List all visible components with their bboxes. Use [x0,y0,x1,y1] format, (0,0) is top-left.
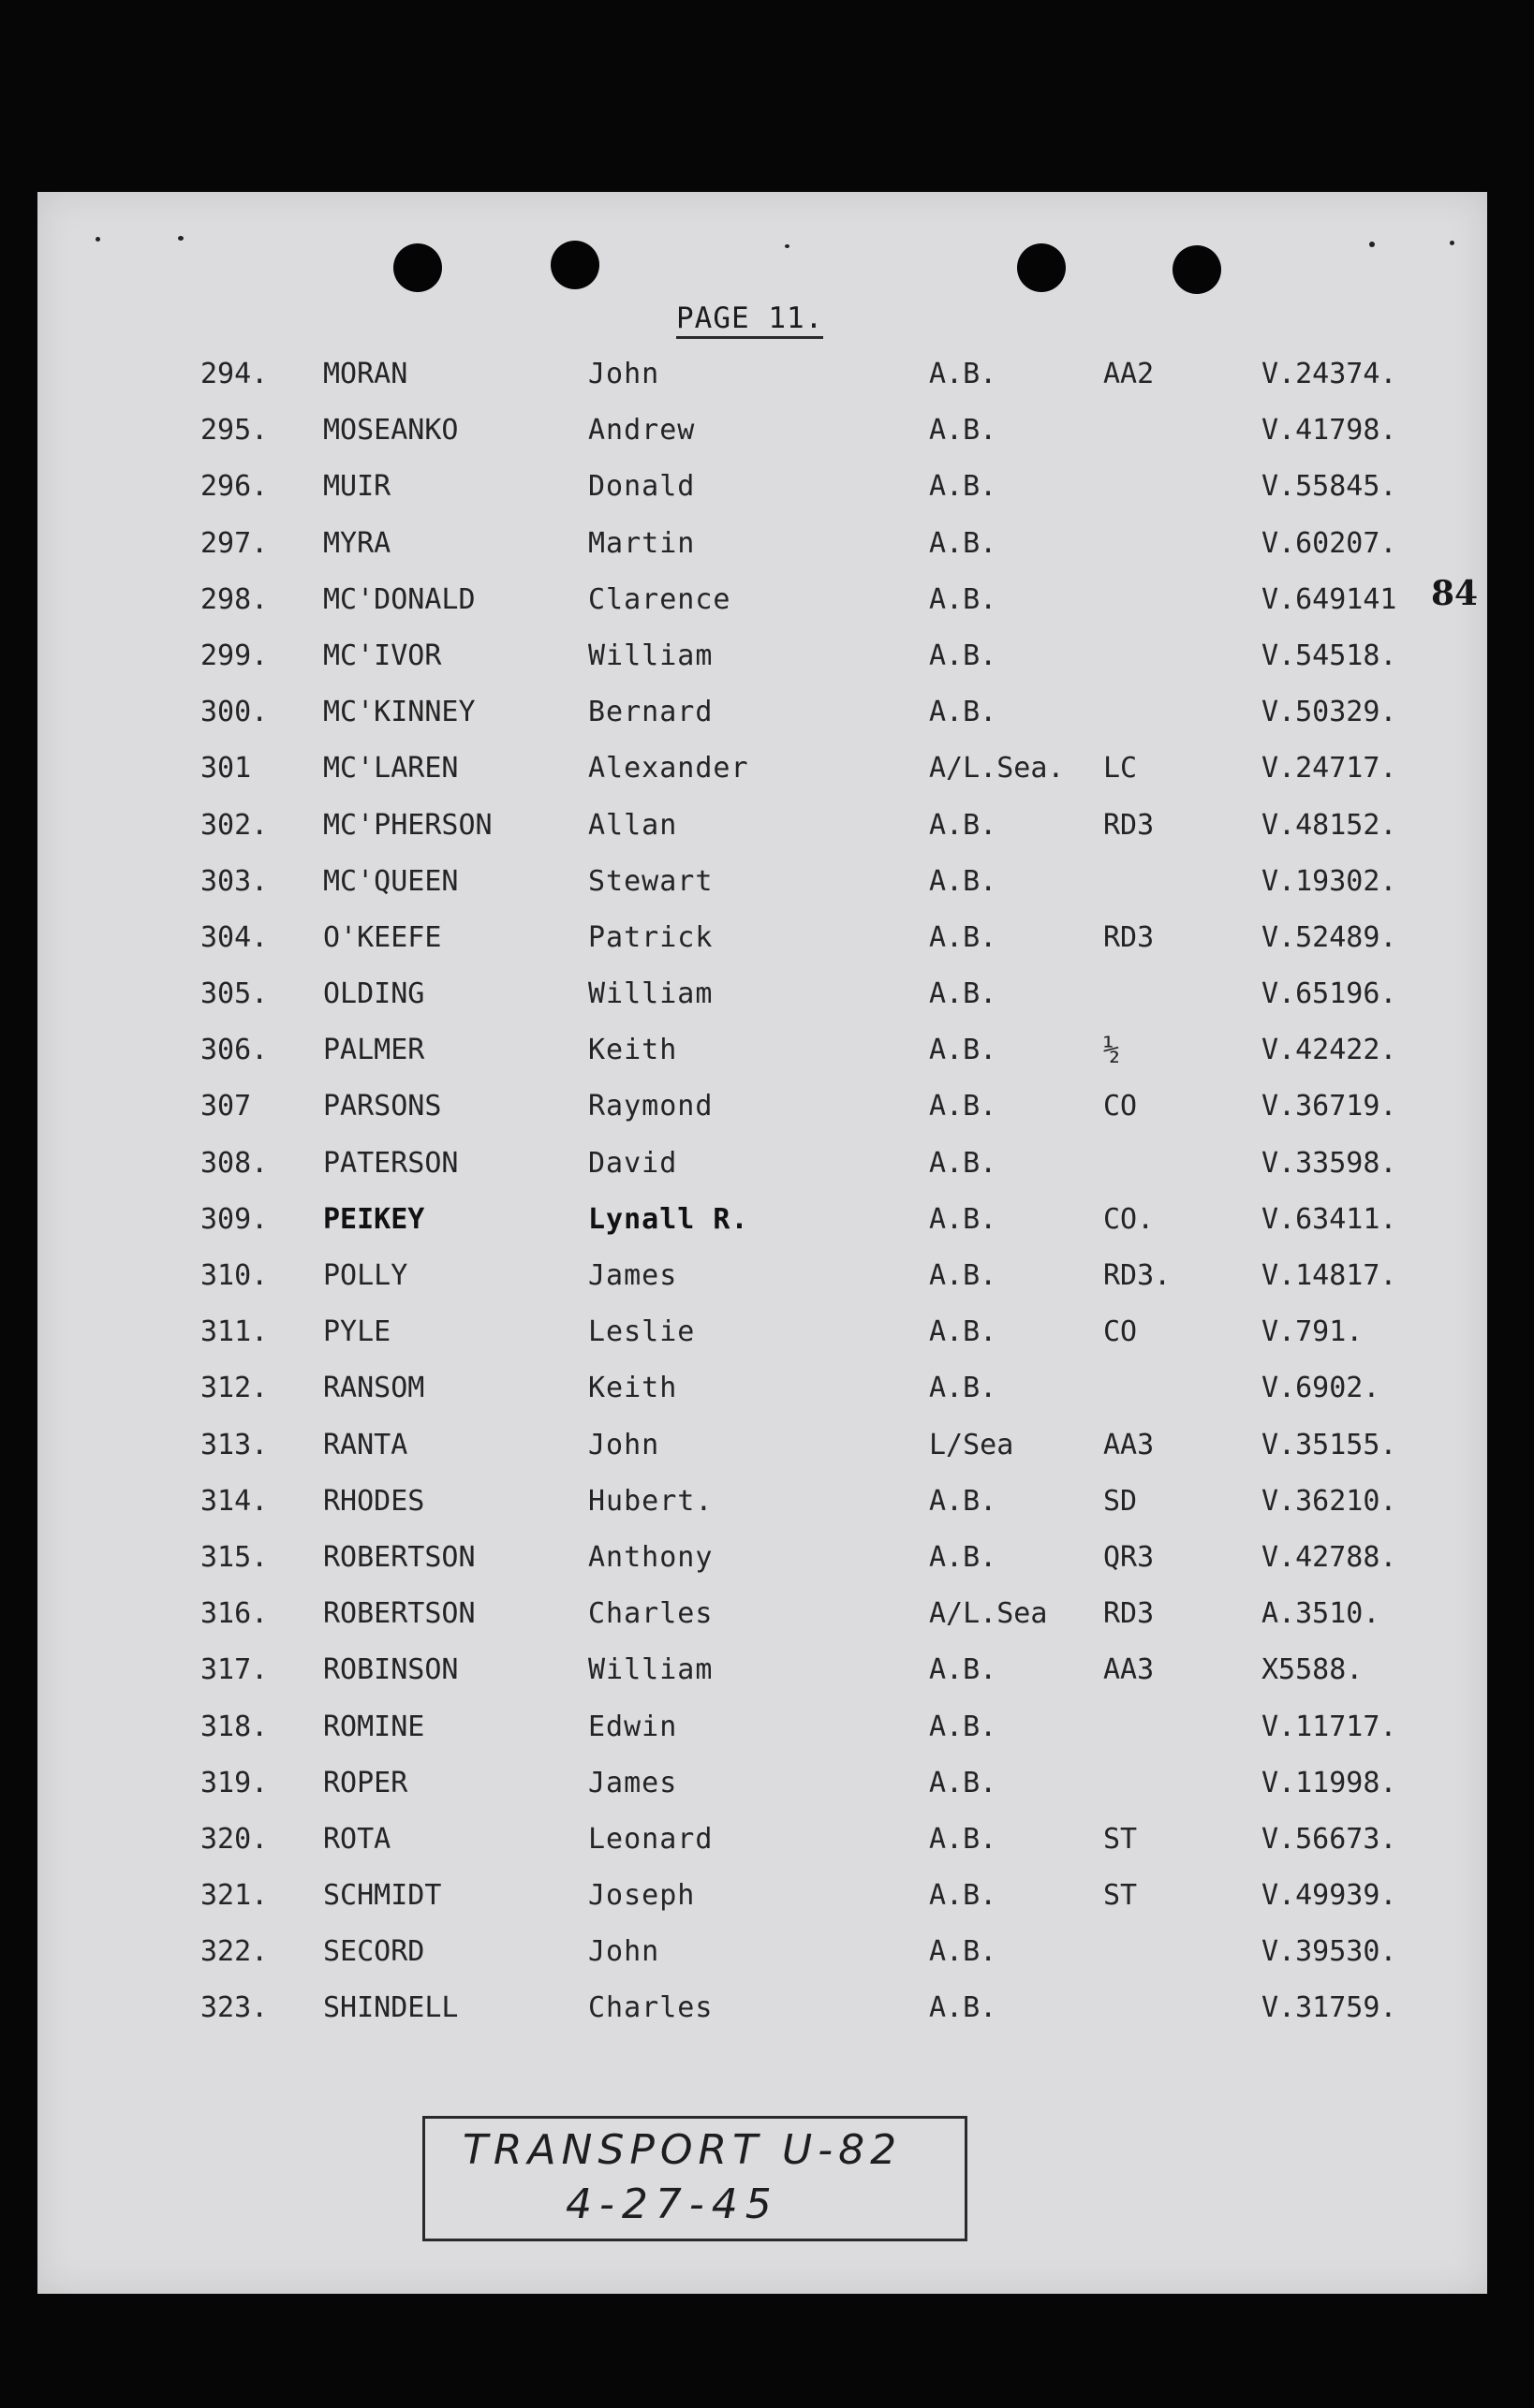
qualification: LC [1103,752,1138,786]
given-name: David [588,1146,678,1180]
given-name: William [588,1653,714,1687]
rank: A.B. [929,1710,997,1743]
stamp-transport-line: TRANSPORT U-82 [463,2126,903,2174]
entry-number: 298. [200,582,269,616]
roster-row [37,525,1487,581]
surname: POLLY [323,1259,408,1292]
surname: ROBERTSON [323,1540,476,1574]
given-name: Joseph [588,1879,696,1913]
rank: A.B. [929,1259,997,1292]
given-name: Raymond [588,1090,714,1123]
surname: RHODES [323,1484,425,1518]
entry-number: 316. [200,1597,269,1631]
roster-row [37,1765,1487,1821]
entry-number: 312. [200,1372,269,1405]
given-name: Lynall R. [588,1202,749,1236]
service-number: V.791. [1261,1315,1364,1349]
roster-row [37,1595,1487,1652]
qualification: AA2 [1103,358,1155,390]
rank: A.B. [929,696,997,729]
paper-speck [1369,242,1375,247]
roster-row [37,1032,1487,1088]
paper-speck [785,244,789,248]
surname: MYRA [323,526,391,560]
qualification: ST [1103,1879,1138,1913]
given-name: Hubert. [588,1484,714,1518]
given-name: Keith [588,1034,678,1067]
given-name: Bernard [588,696,714,729]
paper-speck [96,237,100,242]
entry-number: 294. [200,358,269,390]
entry-number: 296. [200,470,269,504]
punch-hole [1173,245,1221,294]
surname: MOSEANKO [323,414,459,448]
surname: PALMER [323,1034,425,1067]
paper-speck [178,236,184,241]
surname: SHINDELL [323,1991,459,2025]
entry-number: 322. [200,1935,269,1969]
roster-row [37,1709,1487,1765]
surname: ROBINSON [323,1653,459,1687]
service-number: V.14817. [1261,1259,1397,1292]
entry-number: 318. [200,1710,269,1743]
given-name: Leslie [588,1315,696,1349]
roster-row [37,1088,1487,1144]
rank: A/L.Sea. [929,752,1065,786]
service-number: V.60207. [1261,526,1397,560]
paper-speck [1450,241,1454,245]
service-number: A.3510. [1261,1597,1380,1631]
rank: A/L.Sea [929,1597,1048,1631]
qualification: CO. [1103,1202,1155,1236]
rank: A.B. [929,864,997,898]
qualification: SD [1103,1484,1138,1518]
roster-row [37,1821,1487,1877]
qualification: AA3 [1103,1653,1155,1687]
service-number: V.65196. [1261,977,1397,1011]
entry-number: 310. [200,1259,269,1292]
given-name: Keith [588,1372,678,1405]
surname: RANSOM [323,1372,425,1405]
surname: ROTA [323,1822,391,1856]
roster-row [37,638,1487,694]
roster-row [37,863,1487,919]
service-number: V.11998. [1261,1766,1397,1799]
given-name: Edwin [588,1710,678,1743]
rank: A.B. [929,1653,997,1687]
rank: A.B. [929,977,997,1011]
rank: A.B. [929,470,997,504]
rank: A.B. [929,1991,997,2025]
service-number: V.11717. [1261,1710,1397,1743]
rank: A.B. [929,1540,997,1574]
entry-number: 306. [200,1034,269,1067]
qualification: RD3 [1103,1597,1155,1631]
entry-number: 311. [200,1315,269,1349]
rank: A.B. [929,582,997,616]
rank: A.B. [929,1822,997,1856]
service-number: V.35155. [1261,1428,1397,1461]
service-number: V.31759. [1261,1991,1397,2025]
roster-row [37,976,1487,1032]
given-name: John [588,1428,660,1461]
given-name: Stewart [588,864,714,898]
service-number: V.36719. [1261,1090,1397,1123]
surname: ROBERTSON [323,1597,476,1631]
document-page [37,192,1487,2294]
rank: A.B. [929,1879,997,1913]
service-number: V.48152. [1261,808,1397,842]
margin-annotation: 84 [1431,574,1479,613]
given-name: John [588,358,660,390]
service-number: V.54518. [1261,639,1397,672]
rank: A.B. [929,1202,997,1236]
entry-number: 300. [200,696,269,729]
punch-hole [551,241,599,289]
given-name: Charles [588,1597,714,1631]
qualification: QR3 [1103,1540,1155,1574]
service-number: V.41798. [1261,414,1397,448]
entry-number: 317. [200,1653,269,1687]
roster-row [37,1933,1487,1990]
rank: A.B. [929,808,997,842]
rank: A.B. [929,1315,997,1349]
roster-row [37,1990,1487,2046]
service-number: V.36210. [1261,1484,1397,1518]
service-number: V.42788. [1261,1540,1397,1574]
roster-row [37,1483,1487,1539]
roster-row [37,1314,1487,1370]
qualification: ST [1103,1822,1138,1856]
service-number: V.42422. [1261,1034,1397,1067]
surname: MORAN [323,358,408,390]
entry-number: 305. [200,977,269,1011]
roster-row [37,1427,1487,1483]
service-number: V.49939. [1261,1879,1397,1913]
rank: A.B. [929,414,997,448]
roster-row [37,356,1487,412]
given-name: Allan [588,808,678,842]
rank: A.B. [929,1372,997,1405]
entry-number: 299. [200,639,269,672]
given-name: Charles [588,1991,714,2025]
entry-number: 302. [200,808,269,842]
entry-number: 320. [200,1822,269,1856]
surname: PATERSON [323,1146,459,1180]
rank: A.B. [929,1146,997,1180]
given-name: Martin [588,526,696,560]
given-name: Donald [588,470,696,504]
qualification: RD3. [1103,1259,1172,1292]
given-name: Anthony [588,1540,714,1574]
qualification: AA3 [1103,1428,1155,1461]
roster-row [37,694,1487,750]
entry-number: 314. [200,1484,269,1518]
surname: OLDING [323,977,425,1011]
given-name: James [588,1766,678,1799]
service-number: V.24717. [1261,752,1397,786]
entry-number: 323. [200,1991,269,2025]
service-number: V.55845. [1261,470,1397,504]
rank: A.B. [929,1034,997,1067]
rank: A.B. [929,526,997,560]
surname: SECORD [323,1935,425,1969]
surname: O'KEEFE [323,920,442,954]
rank: A.B. [929,1090,997,1123]
roster-row [37,1877,1487,1933]
punch-hole [1017,243,1066,292]
given-name: John [588,1935,660,1969]
surname: PEIKEY [323,1202,425,1236]
rank: A.B. [929,1766,997,1799]
given-name: Patrick [588,920,714,954]
rank: A.B. [929,639,997,672]
punch-hole [393,243,442,292]
surname: MC'QUEEN [323,864,459,898]
transport-stamp-box [422,2116,967,2241]
rank: L/Sea [929,1428,1014,1461]
rank: A.B. [929,1484,997,1518]
qualification: RD3 [1103,920,1155,954]
service-number: V.50329. [1261,696,1397,729]
service-number: V.19302. [1261,864,1397,898]
given-name: William [588,977,714,1011]
page-title: PAGE 11. [676,301,823,339]
qualification: ½ [1103,1034,1121,1067]
entry-number: 297. [200,526,269,560]
service-number: V.6902. [1261,1372,1380,1405]
surname: MC'LAREN [323,752,459,786]
entry-number: 321. [200,1879,269,1913]
service-number: X5588. [1261,1653,1364,1687]
surname: MUIR [323,470,391,504]
roster-row [37,1652,1487,1708]
given-name: Alexander [588,752,749,786]
roster-row [37,1539,1487,1595]
surname: RANTA [323,1428,408,1461]
roster-row [37,468,1487,524]
entry-number: 308. [200,1146,269,1180]
qualification: CO [1103,1090,1138,1123]
surname: SCHMIDT [323,1879,442,1913]
roster-list [37,356,1487,2047]
entry-number: 309. [200,1202,269,1236]
surname: MC'PHERSON [323,808,493,842]
given-name: Leonard [588,1822,714,1856]
service-number: V.24374. [1261,358,1397,390]
surname: ROMINE [323,1710,425,1743]
roster-row [37,807,1487,863]
given-name: James [588,1259,678,1292]
service-number: V.33598. [1261,1146,1397,1180]
surname: ROPER [323,1766,408,1799]
surname: MC'KINNEY [323,696,476,729]
roster-row [37,581,1487,638]
surname: MC'IVOR [323,639,442,672]
rank: A.B. [929,920,997,954]
surname: MC'DONALD [323,582,476,616]
entry-number: 313. [200,1428,269,1461]
roster-row [37,1145,1487,1201]
roster-row [37,412,1487,468]
surname: PYLE [323,1315,391,1349]
service-number: V.56673. [1261,1822,1397,1856]
surname: PARSONS [323,1090,442,1123]
entry-number: 304. [200,920,269,954]
roster-row [37,1370,1487,1426]
stamp-date-line: 4-27-45 [566,2180,779,2228]
entry-number: 315. [200,1540,269,1574]
roster-row [37,1201,1487,1257]
entry-number: 303. [200,864,269,898]
given-name: William [588,639,714,672]
given-name: Andrew [588,414,696,448]
rank: A.B. [929,1935,997,1969]
qualification: RD3 [1103,808,1155,842]
entry-number: 295. [200,414,269,448]
service-number: V.39530. [1261,1935,1397,1969]
entry-number: 319. [200,1766,269,1799]
service-number: V.649141 [1261,582,1397,616]
roster-row [37,919,1487,976]
roster-row [37,1257,1487,1314]
service-number: V.52489. [1261,920,1397,954]
given-name: Clarence [588,582,731,616]
roster-row [37,750,1487,806]
service-number: V.63411. [1261,1202,1397,1236]
entry-number: 307 [200,1090,252,1123]
qualification: CO [1103,1315,1138,1349]
entry-number: 301 [200,752,252,786]
rank: A.B. [929,358,997,390]
